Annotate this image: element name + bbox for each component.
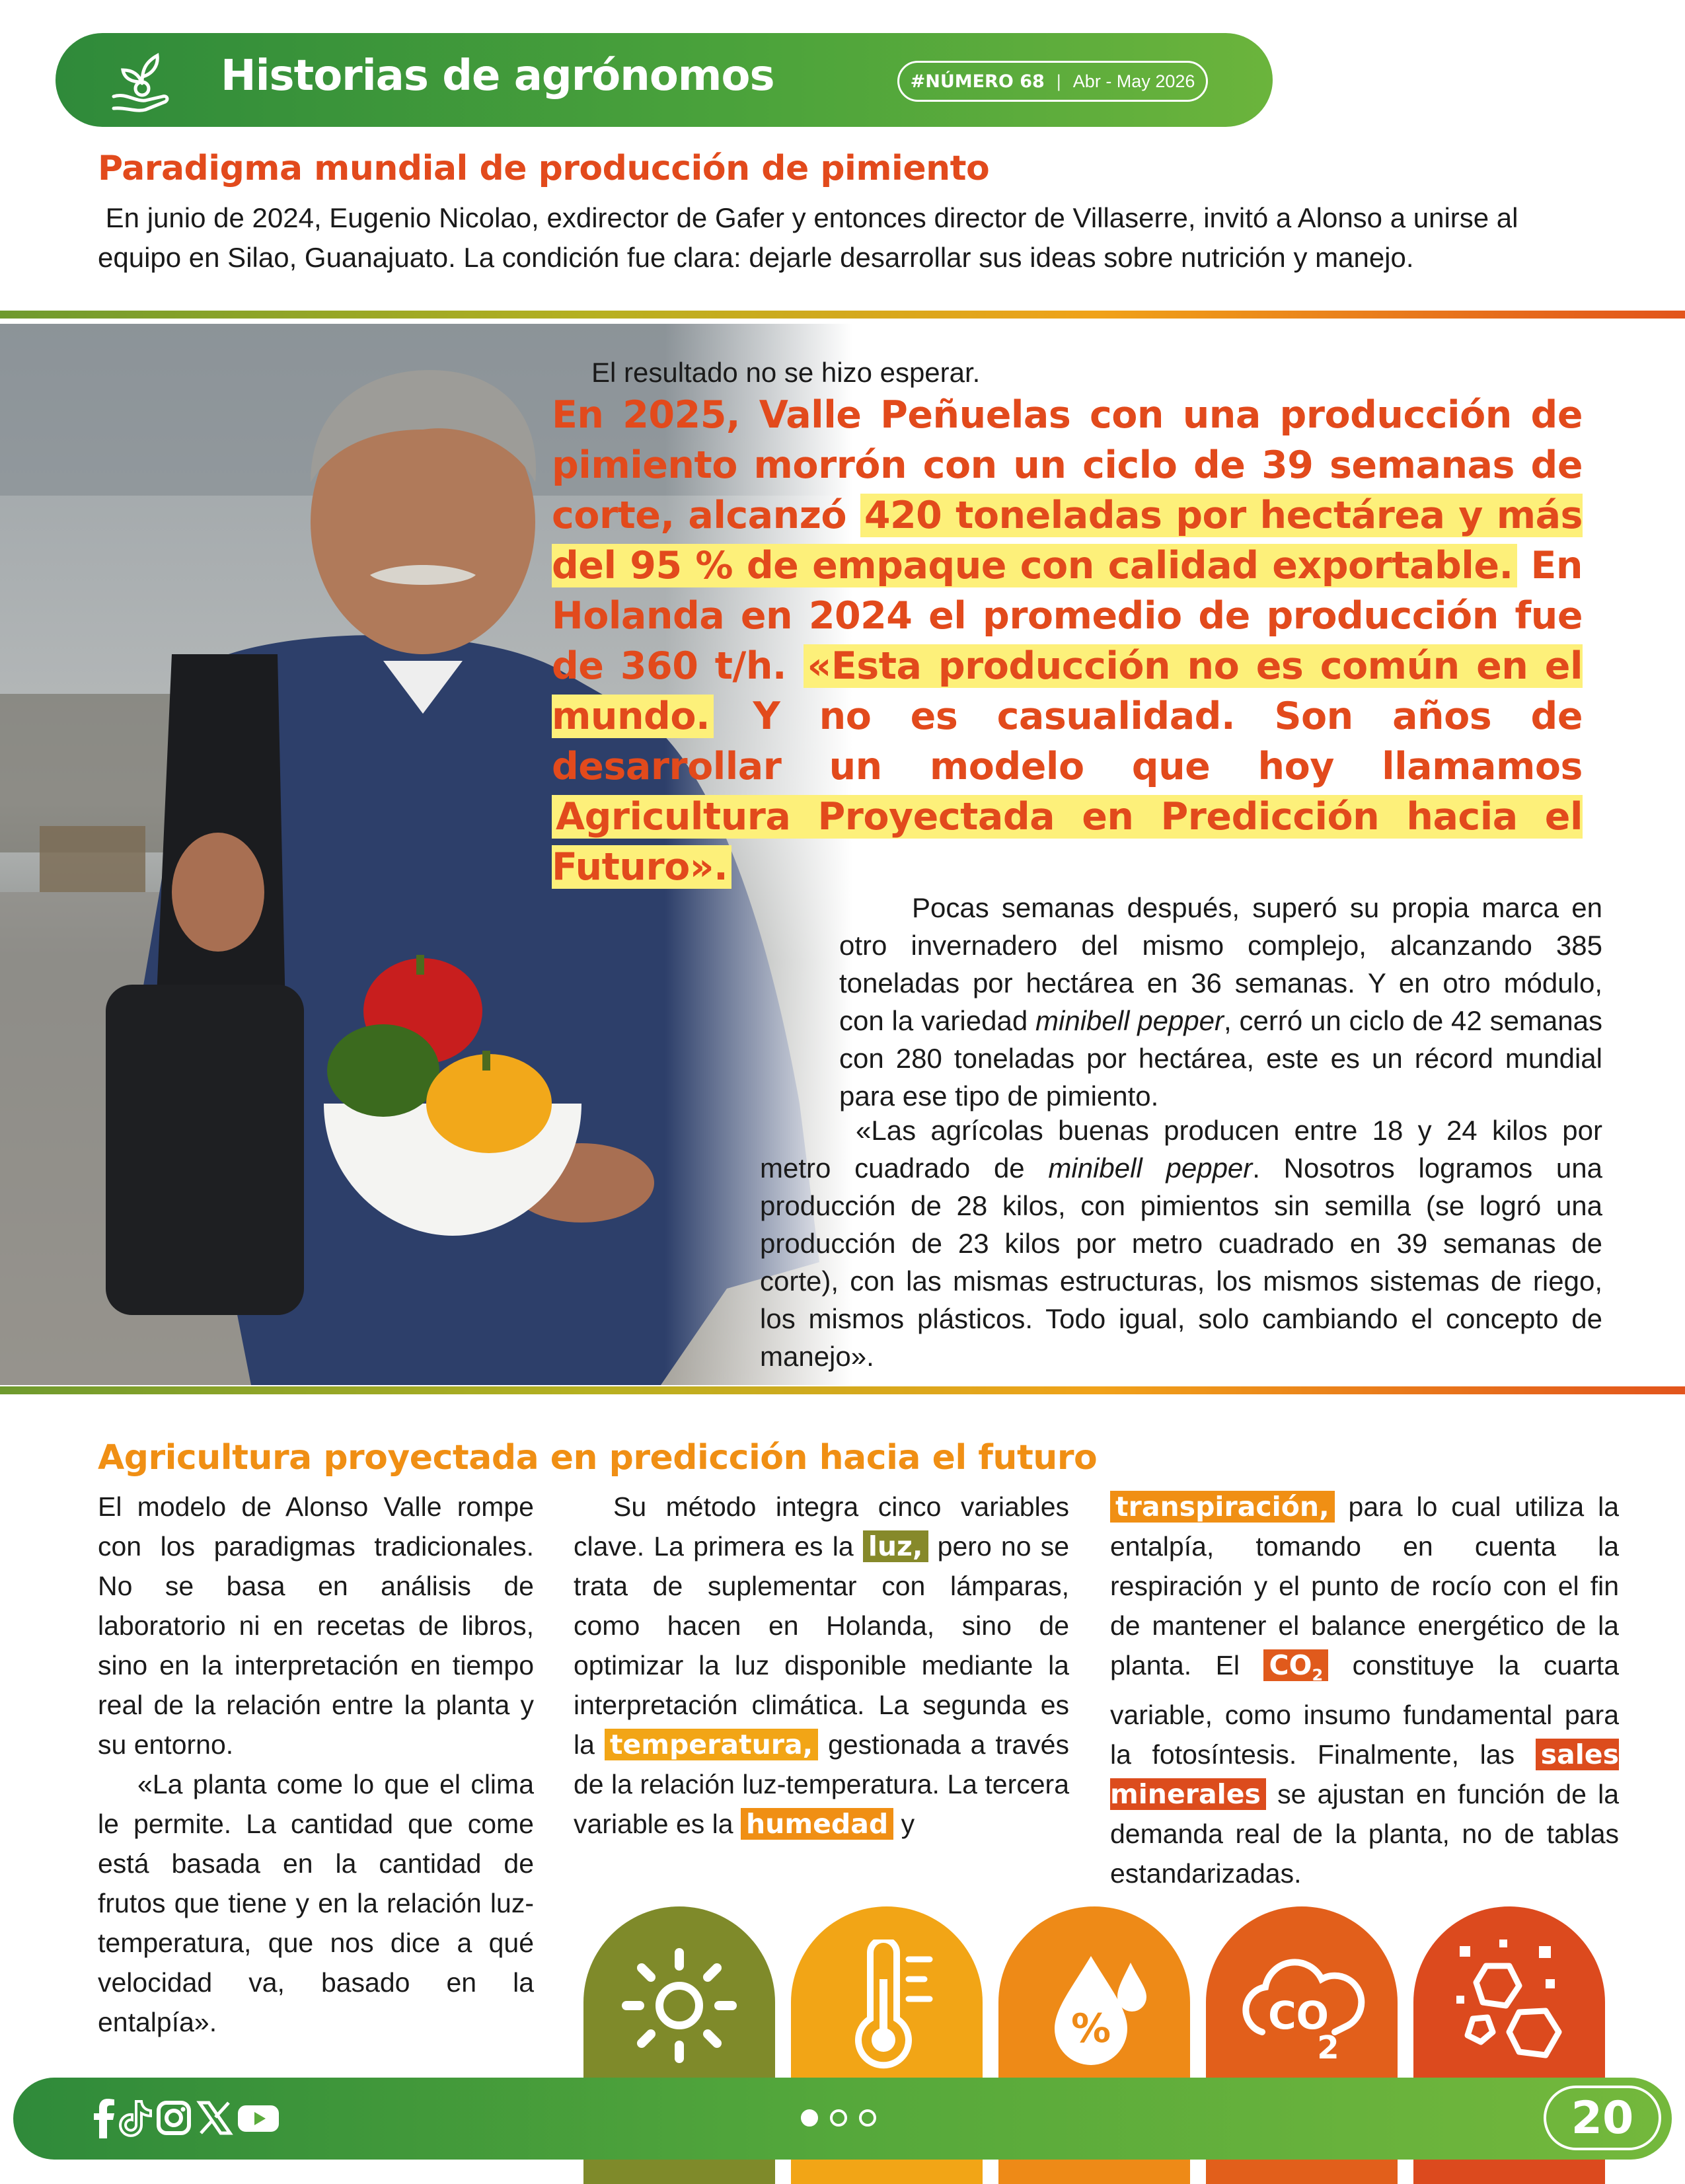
page-number: 20 xyxy=(1544,2086,1661,2150)
page-dot-active xyxy=(801,2109,818,2127)
col3-text-a: para lo cual utiliza la entalpía, tomando en cuenta la respiración y el punto de rocío con el fin de mantener el balance energético de la planta. El xyxy=(1110,1491,1619,1680)
quote-part-3: Y no es casualidad. Son años de desarrollar un modelo que hoy llamamos xyxy=(552,695,1583,788)
co2-subscript: 2 xyxy=(1312,1666,1324,1685)
quote-highlight-3: Agricultura Proyectada en Predicción hacia el Futuro». xyxy=(552,795,1583,889)
instagram-icon[interactable] xyxy=(155,2096,193,2138)
para2-text-a: «Las agrícolas buenas producen entre 18 y 24 kilos por metro cuadrado de xyxy=(760,1115,1602,1184)
feature-paragraph-2 xyxy=(760,1111,1602,1375)
column-1 xyxy=(98,1487,534,2042)
column-3 xyxy=(1110,1487,1619,1893)
divider-bottom xyxy=(0,1386,1685,1394)
column-2 xyxy=(574,1487,1069,1844)
mineral-crystals-icon xyxy=(1446,1933,1572,2065)
quote-highlight-2: «Esta producción no es común en el mundo. xyxy=(552,644,1583,738)
col2-text-b: pero no se trata de suplementar con lámparas, como hacen en Holanda, sino de optimizar la luz disponible mediante la interpretación climática. La segunda es la xyxy=(574,1531,1070,1760)
col3-text-b: constituye la cuarta variable, como insumo fundamental para la fotosíntesis. Finalmente, las xyxy=(1110,1650,1619,1770)
para1-variety: minibell pepper xyxy=(1035,1005,1224,1036)
col1-paragraph-1: El modelo de Alonso Valle rompe con los paradigmas tradicionales. No se basa en análisis de laboratorio ni en recetas de libros, sino en la interpretación en tiempo real de la relación entre la planta y su entorno. xyxy=(98,1491,534,1760)
quote-part-2: En Holanda en 2024 el promedio de producción fue de 360 t/h. xyxy=(552,544,1583,688)
sprout-in-hand-icon xyxy=(106,44,178,116)
svg-text:2: 2 xyxy=(1317,2029,1339,2065)
article-title: Paradigma mundial de producción de pimiento xyxy=(98,149,990,188)
tag-luz: luz, xyxy=(863,1530,928,1562)
issue-date: Abr - May 2026 xyxy=(1072,71,1195,91)
para1-text-b: , cerró un ciclo de 42 semanas con 280 toneladas por hectárea, este es un récord mundial para ese tipo de pimiento. xyxy=(839,1005,1602,1111)
magazine-section-title: Historias de agrónomos xyxy=(221,52,774,100)
intro-text: En junio de 2024, Eugenio Nicolao, exdirector de Gafer y entonces director de Villaserre, invitó a Alonso a unirse al equipo en Silao, Guanajuato. La condición fue clara: dejarle desarrollar sus ideas sobre nutrición y manejo. xyxy=(98,202,1518,273)
divider-top xyxy=(0,311,1685,319)
svg-text:%: % xyxy=(1070,2006,1111,2052)
para2-text-b: . Nosotros logramos una producción de 28 kilos, con pimientos sin semilla (se logró una producción de 23 kilos por metro cuadrado en 39 semanas de corte), con las mismas estructuras, los mismos sistemas de riego, los mismos plásticos. Todo igual, solo cambiando el concepto de manejo». xyxy=(760,1152,1602,1372)
issue-badge xyxy=(897,61,1208,102)
humidity-drop-icon xyxy=(1038,1943,1157,2068)
co2-text: CO xyxy=(1269,1649,1312,1681)
svg-text:CO: CO xyxy=(1268,1993,1329,2038)
tag-temperatura: temperatura, xyxy=(605,1729,818,1760)
sun-icon xyxy=(620,1946,739,2065)
quote-highlight-1: 420 toneladas por hectárea y más del 95 % de empaque con calidad exportable. xyxy=(552,494,1583,587)
col3-text-c: se ajustan en función de la demanda real de la planta, no de tablas estandarizadas. xyxy=(1110,1779,1619,1889)
pull-quote xyxy=(552,390,1583,892)
col2-text-c: gestionada a través de la relación luz-temperatura. La tercera variable es la xyxy=(574,1729,1069,1839)
intro-paragraph xyxy=(98,198,1591,278)
tag-co2 xyxy=(1263,1649,1328,1685)
feature-paragraph-1 xyxy=(839,889,1602,1115)
page-dot xyxy=(830,2109,847,2127)
para1-text-a: Pocas semanas después, superó su propia marca en otro invernadero del mismo complejo, alcanzando 385 toneladas por hectárea en 36 semanas. Y en otro módulo, con la variedad xyxy=(839,892,1602,1036)
issue-number: #NÚMERO 68 xyxy=(910,71,1045,92)
lead-sentence: El resultado no se hizo esperar. xyxy=(591,357,981,388)
tag-sales-minerales: sales minerales xyxy=(1110,1739,1619,1811)
youtube-icon[interactable] xyxy=(237,2096,280,2138)
tag-humedad: humedad xyxy=(741,1808,893,1840)
section2-title: Agricultura proyectada en predicción hacia el futuro xyxy=(98,1438,1098,1478)
quote-part-1: En 2025, Valle Peñuelas con una producción de pimiento morrón con un ciclo de 39 semanas de corte, alcanzó xyxy=(552,393,1583,537)
tiktok-icon[interactable] xyxy=(116,2096,155,2138)
page-dot xyxy=(859,2109,876,2127)
issue-separator: | xyxy=(1056,71,1061,91)
col2-text-a: Su método integra cinco variables clave. La primera es la xyxy=(574,1491,1069,1562)
co2-cloud-icon xyxy=(1236,1946,1368,2065)
thermometer-icon xyxy=(837,1939,943,2072)
para2-variety: minibell pepper xyxy=(1048,1152,1253,1184)
col1-paragraph-2: «La planta come lo que el clima le permite. La cantidad que come está basada en la cantidad de frutos que tiene y en la relación luz-temperatura, que nos dice a qué velocidad va, basado en la entalpía». xyxy=(98,1769,534,2037)
col2-text-d: y xyxy=(893,1809,915,1839)
x-icon[interactable] xyxy=(196,2096,234,2138)
tag-transpiracion: transpiración, xyxy=(1110,1491,1335,1523)
